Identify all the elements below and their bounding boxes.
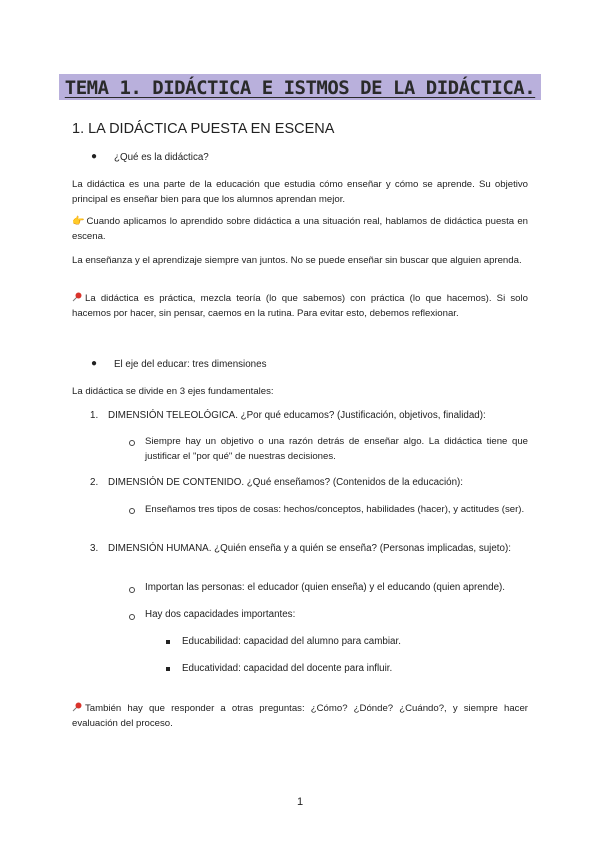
sub-sub-item: Educatividad: capacidad del docente para influir. — [182, 663, 393, 674]
square-bullet — [166, 667, 170, 671]
circle-bullet — [129, 508, 135, 514]
sub-item: Siempre hay un objetivo o una razón detrás de enseñar algo. La didáctica tiene que justificar el "por qué" de nuestras decisiones. — [145, 436, 528, 462]
list-item: DIMENSIÓN TELEOLÓGICA. ¿Por qué educamos? (Justificación, objetivos, finalidad): — [108, 410, 486, 421]
list-number: 3. — [90, 543, 99, 554]
page-title: TEMA 1. DIDÁCTICA E ISTMOS DE LA DIDÁCTICA. — [59, 74, 541, 100]
page-number: 1 — [296, 796, 304, 808]
paragraph: La didáctica es una parte de la educación que estudia cómo enseñar y cómo se aprende. Su objetivo principal es enseñar bien para que los alumnos aprendan mejor. — [72, 179, 528, 205]
sub-item: Enseñamos tres tipos de cosas: hechos/conceptos, habilidades (hacer), y actitudes (ser). — [145, 504, 525, 515]
sub-sub-item: Educabilidad: capacidad del alumno para cambiar. — [182, 636, 401, 647]
sub-item: Importan las personas: el educador (quien enseña) y el educando (quien aprende). — [145, 582, 505, 593]
paragraph: La enseñanza y el aprendizaje siempre van juntos. No se puede enseñar sin buscar que alguien aprenda. — [72, 255, 522, 266]
pointing-hand-icon: 👉 — [72, 216, 85, 227]
paragraph: La didáctica es práctica, mezcla teoría (lo que sabemos) con práctica (lo que hacemos). Si solo hacemos por hacer, sin pensar, caemos en la rutina. Para evitar esto, debemos reflexionar. — [72, 293, 528, 319]
pushpin-icon — [72, 702, 82, 712]
circle-bullet — [129, 587, 135, 593]
sub-item: Hay dos capacidades importantes: — [145, 609, 296, 620]
pushpin-icon — [72, 292, 82, 302]
bullet-dot: ● — [91, 358, 98, 369]
circle-bullet — [129, 614, 135, 620]
square-bullet — [166, 640, 170, 644]
section-heading: 1. LA DIDÁCTICA PUESTA EN ESCENA — [72, 121, 335, 137]
list-item: DIMENSIÓN HUMANA. ¿Quién enseña y a quién se enseña? (Personas implicadas, sujeto): — [108, 543, 511, 554]
list-item: DIMENSIÓN DE CONTENIDO. ¿Qué enseñamos? (Contenidos de la educación): — [108, 477, 464, 488]
paragraph: También hay que responder a otras preguntas: ¿Cómo? ¿Dónde? ¿Cuándo?, y siempre hacer evaluación del proceso. — [72, 703, 528, 729]
list-number: 1. — [90, 410, 99, 421]
list-number: 2. — [90, 477, 99, 488]
bullet-text: ¿Qué es la didáctica? — [114, 152, 209, 163]
paragraph: La didáctica se divide en 3 ejes fundamentales: — [72, 386, 274, 397]
bullet-text: El eje del educar: tres dimensiones — [114, 359, 267, 370]
paragraph: 👉 Cuando aplicamos lo aprendido sobre didáctica a una situación real, hablamos de didáctica puesta en escena. — [72, 216, 528, 242]
circle-bullet — [129, 440, 135, 446]
bullet-dot: ● — [91, 151, 98, 162]
